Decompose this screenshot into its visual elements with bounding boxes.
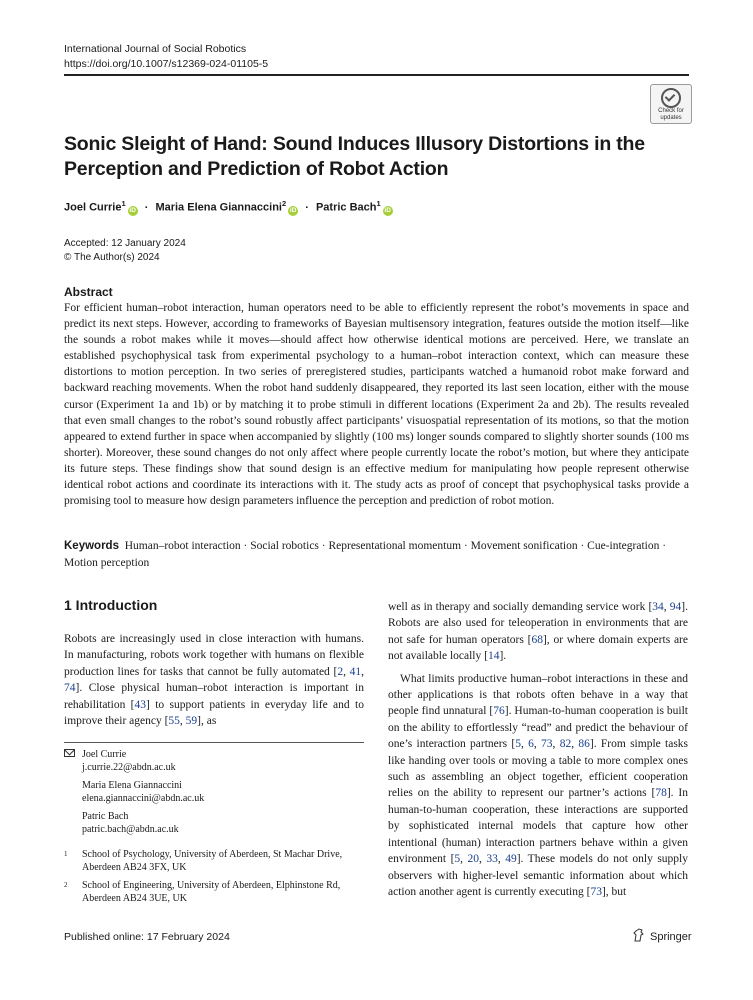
text-run: , xyxy=(571,738,579,751)
check-for-updates-badge[interactable] xyxy=(650,84,692,124)
text-run: , xyxy=(460,853,468,866)
journal-header xyxy=(64,42,268,72)
check-icon xyxy=(661,88,681,108)
text-run: , xyxy=(663,601,670,613)
citation-link[interactable]: 73 xyxy=(590,885,602,898)
badge-label-1: Check for xyxy=(658,108,684,114)
header-rule xyxy=(64,74,689,76)
published-online-date: Published online: 17 February 2024 xyxy=(64,931,230,943)
contact-entry xyxy=(82,810,364,836)
text-run: , xyxy=(361,665,364,678)
citation-link[interactable]: 94 xyxy=(669,601,682,613)
text-run: ]. Close physical human–robot interaction is important in rehabilitation [ xyxy=(64,682,364,711)
citation-link[interactable]: 6 xyxy=(528,738,534,751)
text-run: ]. Robots are also used for teleoperation in environments that are not safe for human operators [ xyxy=(388,601,688,646)
citation-link[interactable]: 78 xyxy=(655,787,667,800)
text-run: ]. These models do not only supply observers with higher-level semantic information about which action another agent is currently executing [ xyxy=(388,853,688,898)
citation-link[interactable]: 86 xyxy=(578,738,590,751)
footnote-rule xyxy=(64,742,364,743)
citation-link[interactable]: 73 xyxy=(541,738,553,751)
author-name[interactable]: Maria Elena Giannaccini xyxy=(155,201,282,214)
doi-link[interactable]: https://doi.org/10.1007/s12369-024-01105-5 xyxy=(64,58,269,70)
text-run: ]. Human-to-human cooperation is built on the ability to effortlessly “read” and predict the behaviour of one’s interaction partners [ xyxy=(388,705,688,751)
citation-link[interactable]: 41 xyxy=(349,665,362,678)
article-title: Sonic Sleight of Hand: Sound Induces Illusory Distortions in the Perception and Prediction of Robot Action xyxy=(64,133,645,180)
author-affiliation-ref: 2 xyxy=(282,199,287,208)
contact-name: Maria Elena Giannaccini xyxy=(82,780,182,791)
intro-column-right xyxy=(388,599,688,900)
author-separator: · xyxy=(144,201,149,214)
citation-link[interactable]: 2 xyxy=(337,665,344,678)
text-run: What limits productive human–robot interactions in these and other applications is that robots often behave in a way that people find unnatural [ xyxy=(388,672,688,718)
affiliation xyxy=(64,879,364,905)
text-run: , xyxy=(179,715,186,728)
text-run: , xyxy=(552,738,560,751)
corresponding-authors xyxy=(64,748,364,841)
citation-link[interactable]: 34 xyxy=(652,601,664,613)
text-run: ] to support patients in everyday life and to improve their agency [ xyxy=(64,698,364,728)
citation-link[interactable]: 20 xyxy=(467,853,480,866)
affiliation xyxy=(64,848,364,874)
intro-paragraph xyxy=(64,631,364,729)
contact-entry xyxy=(82,779,364,805)
publisher-logo xyxy=(632,928,692,943)
citation-link[interactable]: 5 xyxy=(515,738,521,751)
text-run: , xyxy=(479,853,487,866)
orcid-icon[interactable]: iD xyxy=(384,206,391,214)
citation-link[interactable]: 14 xyxy=(487,650,500,663)
article-dates xyxy=(64,237,186,264)
text-run: , xyxy=(497,853,506,866)
author-list xyxy=(64,199,393,216)
citation-link[interactable]: 68 xyxy=(531,633,543,646)
text-run: Robots are increasingly used in close interaction with humans. In manufacturing, robots work together with humans on flexible production lines for tasks that cannot be fully automated [ xyxy=(64,633,364,678)
author-separator: · xyxy=(305,201,309,214)
publisher-name: Springer xyxy=(650,931,692,943)
copyright-notice: © The Author(s) 2024 xyxy=(64,251,160,263)
contact-name: Joel Currie xyxy=(82,749,127,760)
affiliation-text: School of Engineering, University of Aberdeen, Elphinstone Rd, Aberdeen AB24 3UE, UK xyxy=(82,880,341,904)
keywords-heading: Keywords xyxy=(64,540,119,552)
citation-link[interactable]: 74 xyxy=(64,682,76,695)
orcid-icon[interactable]: iD xyxy=(289,206,297,214)
citation-link[interactable]: 76 xyxy=(493,705,505,718)
citation-link[interactable]: 59 xyxy=(185,715,198,728)
citation-link[interactable]: 43 xyxy=(134,698,147,711)
text-run: , xyxy=(520,738,529,751)
contact-entry xyxy=(82,748,364,774)
author-name[interactable]: Patric Bach xyxy=(315,201,377,214)
author-name[interactable]: Joel Currie xyxy=(64,201,122,214)
text-run: ], but xyxy=(601,885,627,898)
orcid-icon[interactable]: iD xyxy=(129,206,136,214)
text-run: , xyxy=(343,665,350,678)
badge-label-2: updates xyxy=(660,114,682,121)
contact-email[interactable]: elena.giannaccini@abdn.ac.uk xyxy=(82,793,205,804)
author-affiliation-ref: 1 xyxy=(376,199,381,208)
journal-name: International Journal of Social Robotics xyxy=(64,43,247,55)
accepted-date: Accepted: 12 January 2024 xyxy=(64,238,186,249)
affiliation-number: 2 xyxy=(64,881,68,889)
contact-email[interactable]: patric.bach@abdn.ac.uk xyxy=(82,824,179,835)
citation-link[interactable]: 49 xyxy=(505,853,517,866)
author-affiliation-ref: 1 xyxy=(121,199,126,208)
text-run: ], as xyxy=(197,715,217,728)
citation-link[interactable]: 82 xyxy=(559,738,572,751)
section-heading-introduction: 1 Introduction xyxy=(64,597,158,613)
contact-name: Patric Bach xyxy=(82,811,129,822)
citation-link[interactable]: 5 xyxy=(454,853,461,866)
abstract-text: For efficient human–robot interaction, human operators need to be able to efficiently represent the robot’s movements in space and predict its next steps. However, according to frameworks of Bayesian multisensory integration, features outside the motion itself—like the sounds a robot makes while it moves—should affect how otherwise identical motions are perceived. Here, we translate an established psychophysical task from experimental psychology to a human–robot interaction context, which can measure these distortions to motion perception. In two series of preregistered studies, participants watched a humanoid robot make forward and backward reaching movements. When the robot hand suddenly disappeared, they reported its last seen location, either with the mouse cursor (Experiment 1a and 1b) or by matching it to probe stimuli in different locations (Experiment 2a and 2b). The results revealed that even small changes to the robot’s sound robustly affect participants’ visuospatial representation of its motions, so that the motion appeared to extend further in space when accompanied by slightly (100 ms) longer sounds compared to slightly shorter sounds (100 ms shorter). Moreover, these sound changes do not only affect where people currently locate the robot’s motion, but where they anticipate its future steps. These findings show that sound design is an effective medium for manipulating how people represent otherwise identical robot actions and coordinate its interactions with it. The study acts as proof of concept that psychophysical tasks provide a promising tool to measure how design parameters influence the perception and prediction of robot motion. xyxy=(64,302,689,508)
affiliation-number: 1 xyxy=(64,850,68,858)
citation-link[interactable]: 33 xyxy=(486,853,498,866)
text-run: ], or where domain experts are not available locally [ xyxy=(388,633,688,663)
text-run: ]. From simple tasks like handing over tools or moving a table to more complex ones such as assembling an object together, efficient cooperation relies on the ability to represent our partner’s actions [ xyxy=(388,738,689,800)
intro-paragraph xyxy=(388,671,688,901)
text-run: ]. In human-to-human cooperation, these interactions are supported by sophisticated internal models that capture how other intentional (human) interaction partners behave within a given environment [ xyxy=(388,787,688,866)
text-run: ]. xyxy=(499,650,507,663)
springer-horse-icon xyxy=(632,928,646,942)
abstract-heading: Abstract xyxy=(64,285,113,299)
intro-column-left xyxy=(64,631,364,729)
contact-email[interactable]: j.currie.22@abdn.ac.uk xyxy=(82,762,176,773)
intro-paragraph xyxy=(388,599,688,665)
envelope-icon xyxy=(64,749,75,757)
citation-link[interactable]: 55 xyxy=(168,715,180,728)
keywords-list: Human–robot interaction · Social robotics · Representational momentum · Movement sonification · Cue-integration · Motion perception xyxy=(64,540,667,569)
text-run: , xyxy=(533,738,542,751)
affiliation-text: School of Psychology, University of Aberdeen, St Machar Drive, Aberdeen AB24 3FX, UK xyxy=(82,849,343,873)
keywords xyxy=(64,538,689,571)
text-run: well as in therapy and socially demanding service work [ xyxy=(388,601,653,613)
